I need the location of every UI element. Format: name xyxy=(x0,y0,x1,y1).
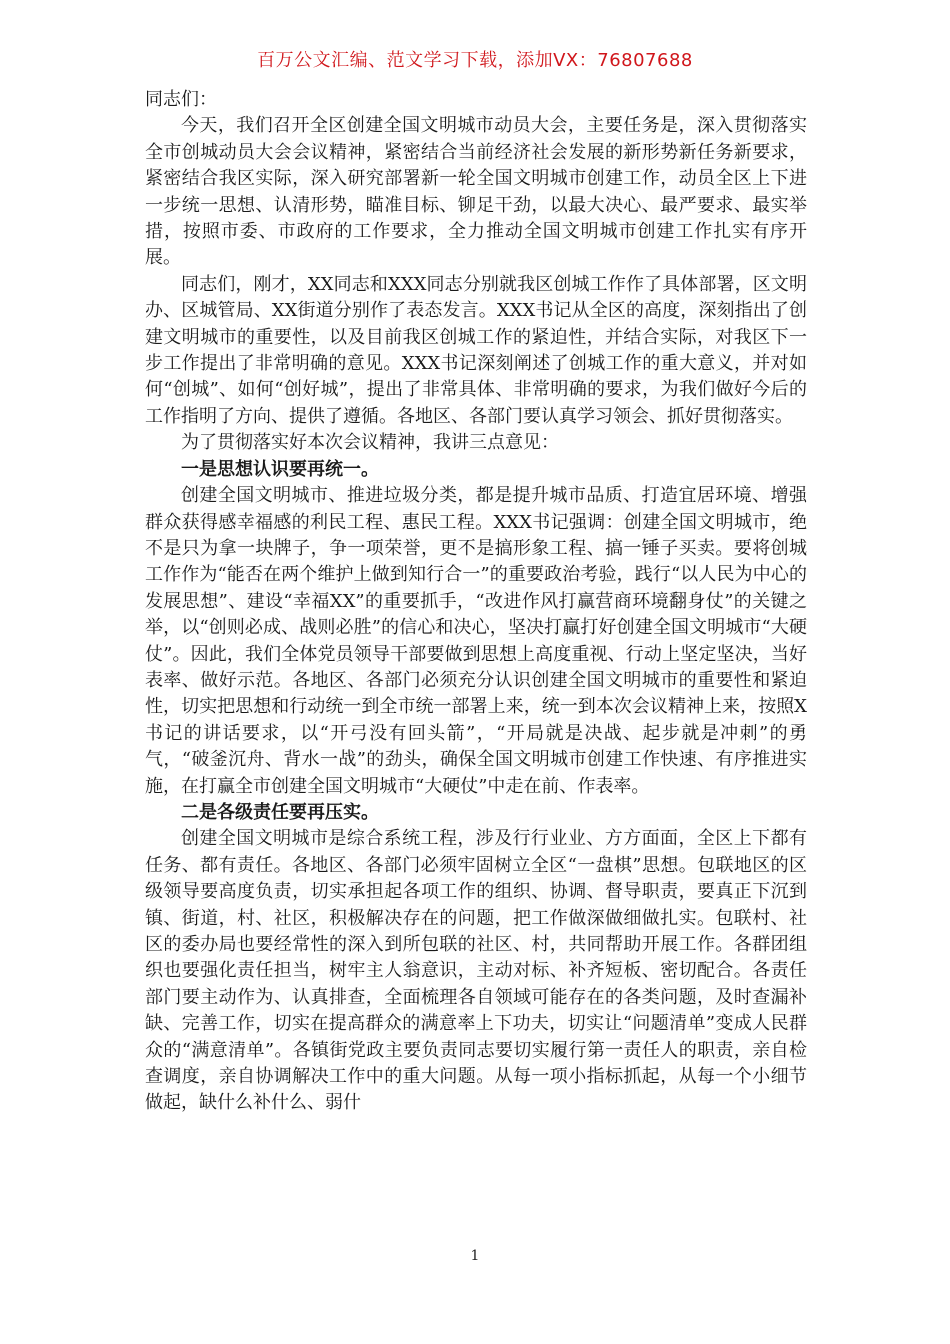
paragraph-opening: 今天，我们召开全区创建全国文明城市动员大会，主要任务是，深入贯彻落实全市创城动员大会会议精神，紧密结合当前经济社会发展的新形势新任务新要求，紧密结合我区实际，深入研究部署新一轮全国文明城市创建工作，动员全区上下进一步统一思想、认清形势，瞄准目标、铆足干劲，以最大决心、最严要求、最实举措，按照市委、市政府的工作要求，全力推动全国文明城市创建工作扎实有序开展。 xyxy=(145,115,807,269)
paragraph-intro-points: 为了贯彻落实好本次会议精神，我讲三点意见： xyxy=(181,432,559,454)
section-heading-2: 二是各级责任要再压实。 xyxy=(181,801,379,823)
paragraph-section-2: 创建全国文明城市是综合系统工程，涉及行行业业、方方面面，全区上下都有任务、都有责任。各地区、各部门必须牢固树立全区“一盘棋”思想。包联地区的区级领导要高度负责，切实承担起各项工作的组织、协调、督导职责，要真正下沉到镇、街道，村、社区，积极解决存在的问题，把工作做深做细做扎实。包联村、社区的委办局也要经常性的深入到所包联的社区、村，共同帮助开展工作。各群团组织也要强化责任担当，树牢主人翁意识，主动对标、补齐短板、密切配合。各责任部门要主动作为、认真排查，全面梳理各自领域可能存在的各类问题，及时查漏补缺、完善工作，切实在提高群众的满意率上下功夫，切实让“问题清单”变成人民群众的“满意清单”。各镇街党政主要负责同志要切实履行第一责任人的职责，亲自检查调度，亲自协调解决工作中的重大问题。从每一项小指标抓起，从每一个小细节做起，缺什么补什么、弱什 xyxy=(145,828,807,1114)
salutation: 同志们： xyxy=(145,89,217,110)
document-body xyxy=(145,87,807,1117)
watermark-banner: 百万公文汇编、范文学习下载，添加VX：76807688 xyxy=(257,50,693,71)
section-heading-1: 一是思想认识要再统一。 xyxy=(181,458,379,480)
paragraph-section-1: 创建全国文明城市、推进垃圾分类，都是提升城市品质、打造宜居环境、增强群众获得感幸福感的利民工程、惠民工程。XXX书记强调：创建全国文明城市，绝不是只为拿一块牌子，争一项荣誉，更不是搞形象工程、搞一锤子买卖。要将创城工作作为“能否在两个维护上做到知行合一”的重要政治考验，践行“以人民为中心的发展思想”、建设“幸福XX”的重要抓手，“改进作风打赢营商环境翻身仗”的关键之举，以“创则必成、战则必胜”的信心和决心，坚决打赢打好创建全国文明城市“大硬仗”。因此，我们全体党员领导干部要做到思想上高度重视、行动上坚定坚决，当好表率、做好示范。各地区、各部门必须充分认识创建全国文明城市的重要性和紧迫性，切实把思想和行动统一到全市统一部署上来，统一到本次会议精神上来，按照X书记的讲话要求，以“开弓没有回头箭”，“开局就是决战、起步就是冲刺”的勇气，“破釜沉舟、背水一战”的劲头，确保全国文明城市创建工作快速、有序推进实施，在打赢全市创建全国文明城市“大硬仗”中走在前、作表率。 xyxy=(145,485,807,797)
page-number: 1 xyxy=(470,1248,480,1264)
paragraph-summary: 同志们，刚才，XX同志和XXX同志分别就我区创城工作作了具体部署，区文明办、区城管局、XX街道分别作了表态发言。XXX书记从全区的高度，深刻指出了创建文明城市的重要性，以及目前我区创城工作的紧迫性，并结合实际，对我区下一步工作提出了非常明确的意见。XXX书记深刻阐述了创城工作的重大意义，并对如何“创城”、如何“创好城”，提出了非常具体、非常明确的要求，为我们做好今后的工作指明了方向、提供了遵循。各地区、各部门要认真学习领会、抓好贯彻落实。 xyxy=(145,273,807,427)
